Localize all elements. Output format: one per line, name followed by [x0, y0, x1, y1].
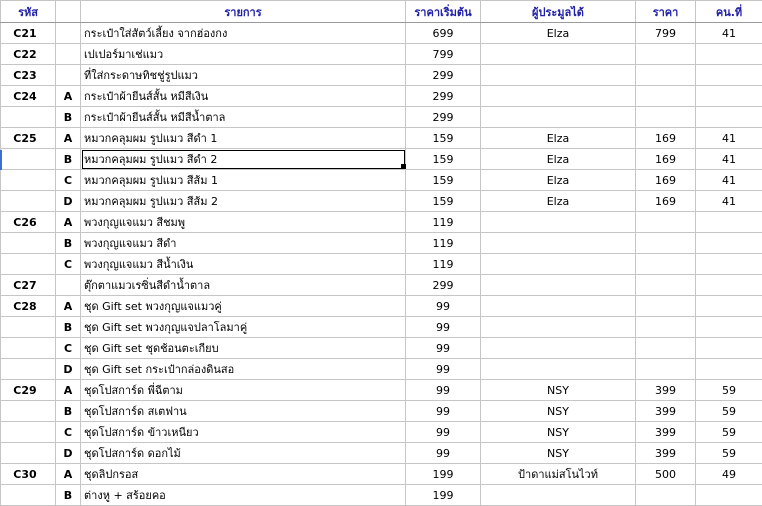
table-row — [1, 44, 762, 65]
header-start-price[interactable]: ราคาเริ่มต้น — [406, 1, 481, 23]
cell-start-price[interactable]: 99 — [406, 380, 481, 401]
cell-winner[interactable]: Elza — [481, 149, 636, 170]
cell-start-price[interactable]: 119 — [406, 254, 481, 275]
cell-item[interactable]: ตุ๊กตาแมวเรซิ่นสีดำน้ำตาล — [81, 275, 406, 296]
cell-code[interactable] — [1, 359, 56, 380]
table-row — [1, 128, 762, 149]
cell-code[interactable]: C22 — [1, 44, 56, 65]
cell-sub[interactable]: D — [56, 443, 81, 464]
cell-item[interactable]: หมวกคลุมผม รูปแมว สีดำ 1 — [81, 128, 406, 149]
cell-price[interactable] — [636, 296, 696, 317]
cell-sub[interactable] — [56, 65, 81, 86]
cell-sub[interactable]: A — [56, 212, 81, 233]
cell-start-price[interactable]: 99 — [406, 317, 481, 338]
cell-winner[interactable] — [481, 86, 636, 107]
cell-code[interactable] — [1, 191, 56, 212]
cell-member[interactable]: 49 — [696, 464, 762, 485]
cell-winner[interactable]: NSY — [481, 422, 636, 443]
header-row — [1, 1, 762, 23]
cell-price[interactable]: 169 — [636, 149, 696, 170]
cell-start-price[interactable]: 159 — [406, 128, 481, 149]
cell-sub[interactable]: B — [56, 317, 81, 338]
cell-sub[interactable]: A — [56, 296, 81, 317]
cell-member[interactable] — [696, 212, 762, 233]
cell-start-price[interactable]: 99 — [406, 422, 481, 443]
cell-member[interactable] — [696, 107, 762, 128]
cell-start-price[interactable]: 699 — [406, 23, 481, 44]
cell-sub[interactable] — [56, 275, 81, 296]
cell-start-price[interactable]: 119 — [406, 212, 481, 233]
cell-winner[interactable] — [481, 485, 636, 506]
table-row — [1, 401, 762, 422]
cell-item[interactable]: ต่างหู + สร้อยคอ — [81, 485, 406, 506]
cell-sub[interactable]: A — [56, 128, 81, 149]
header-item[interactable]: รายการ — [81, 1, 406, 23]
table-row — [1, 191, 762, 212]
table-row — [1, 275, 762, 296]
cell-item[interactable]: ชุดลิปกรอส — [81, 464, 406, 485]
cell-code[interactable] — [1, 485, 56, 506]
cell-price[interactable] — [636, 254, 696, 275]
cell-winner[interactable]: NSY — [481, 401, 636, 422]
cell-sub[interactable]: B — [56, 149, 81, 170]
cell-code[interactable] — [1, 233, 56, 254]
header-price[interactable]: ราคา — [636, 1, 696, 23]
cell-price[interactable]: 399 — [636, 443, 696, 464]
cell-code[interactable]: C27 — [1, 275, 56, 296]
cell-start-price[interactable]: 199 — [406, 464, 481, 485]
cell-winner[interactable] — [481, 359, 636, 380]
cell-start-price[interactable]: 159 — [406, 149, 481, 170]
cell-item[interactable]: พวงกุญแจแมว สีดำ — [81, 233, 406, 254]
cell-price[interactable] — [636, 107, 696, 128]
table-row — [1, 107, 762, 128]
cell-code[interactable]: C26 — [1, 212, 56, 233]
cell-price[interactable]: 399 — [636, 401, 696, 422]
cell-code[interactable] — [1, 338, 56, 359]
cell-member[interactable] — [696, 485, 762, 506]
cell-member[interactable]: 41 — [696, 170, 762, 191]
cell-start-price[interactable]: 159 — [406, 170, 481, 191]
header-winner[interactable]: ผู้ประมูลได้ — [481, 1, 636, 23]
cell-member[interactable] — [696, 44, 762, 65]
cell-item[interactable]: พวงกุญแจแมว สีน้ำเงิน — [81, 254, 406, 275]
cell-start-price[interactable]: 159 — [406, 191, 481, 212]
cell-price[interactable] — [636, 485, 696, 506]
row-indicator — [0, 150, 2, 170]
cell-winner[interactable] — [481, 275, 636, 296]
cell-item[interactable]: ที่ใส่กระดาษทิชชู่รูปแมว — [81, 65, 406, 86]
cell-price[interactable]: 169 — [636, 170, 696, 191]
cell-code[interactable] — [1, 254, 56, 275]
table-row — [1, 296, 762, 317]
cell-sub[interactable]: A — [56, 86, 81, 107]
cell-start-price[interactable]: 99 — [406, 443, 481, 464]
cell-member[interactable] — [696, 296, 762, 317]
table-row — [1, 233, 762, 254]
cell-sub[interactable]: C — [56, 170, 81, 191]
cell-code[interactable]: C30 — [1, 464, 56, 485]
table-row — [1, 380, 762, 401]
table-row — [1, 485, 762, 506]
cell-winner[interactable]: Elza — [481, 191, 636, 212]
cell-member[interactable] — [696, 317, 762, 338]
cell-member[interactable]: 41 — [696, 149, 762, 170]
table-row — [1, 338, 762, 359]
cell-sub[interactable]: A — [56, 380, 81, 401]
table-row — [1, 254, 762, 275]
cell-code[interactable] — [1, 401, 56, 422]
cell-member[interactable] — [696, 65, 762, 86]
cell-start-price[interactable]: 299 — [406, 107, 481, 128]
cell-sub[interactable]: D — [56, 359, 81, 380]
cell-winner[interactable] — [481, 212, 636, 233]
cell-code[interactable]: C29 — [1, 380, 56, 401]
cell-item[interactable]: ชุดโปสการ์ด พี่ฉีตาม — [81, 380, 406, 401]
cell-sub[interactable]: A — [56, 464, 81, 485]
cell-item[interactable]: หมวกคลุมผม รูปแมว สีส้ม 2 — [81, 191, 406, 212]
cell-winner[interactable]: NSY — [481, 443, 636, 464]
cell-price[interactable]: 799 — [636, 23, 696, 44]
cell-winner[interactable] — [481, 65, 636, 86]
cell-item[interactable]: ชุดโปสการ์ด สเตฟาน — [81, 401, 406, 422]
cell-sub[interactable]: B — [56, 107, 81, 128]
cell-price[interactable] — [636, 86, 696, 107]
table-row — [1, 212, 762, 233]
cell-code[interactable] — [1, 107, 56, 128]
cell-code[interactable] — [1, 317, 56, 338]
cell-member[interactable] — [696, 275, 762, 296]
cell-start-price[interactable]: 99 — [406, 401, 481, 422]
cell-start-price[interactable]: 99 — [406, 296, 481, 317]
cell-winner[interactable] — [481, 338, 636, 359]
cell-code[interactable] — [1, 422, 56, 443]
cell-winner[interactable] — [481, 107, 636, 128]
table-row — [1, 317, 762, 338]
cell-member[interactable] — [696, 86, 762, 107]
cell-code[interactable] — [1, 149, 56, 170]
cell-sub[interactable]: B — [56, 233, 81, 254]
table-row — [1, 464, 762, 485]
cell-winner[interactable]: Elza — [481, 128, 636, 149]
cell-winner[interactable] — [481, 233, 636, 254]
cell-sub[interactable]: B — [56, 401, 81, 422]
cell-member[interactable]: 59 — [696, 443, 762, 464]
table-row — [1, 422, 762, 443]
cell-item[interactable]: กระเป๋าใส่สัตว์เลี้ยง จากฮ่องกง — [81, 23, 406, 44]
cell-winner[interactable] — [481, 254, 636, 275]
cell-member[interactable]: 59 — [696, 380, 762, 401]
cell-member[interactable] — [696, 233, 762, 254]
cell-price[interactable] — [636, 359, 696, 380]
cell-member[interactable]: 41 — [696, 23, 762, 44]
cell-code[interactable] — [1, 443, 56, 464]
cell-start-price[interactable]: 799 — [406, 44, 481, 65]
cell-sub[interactable]: D — [56, 191, 81, 212]
header-code[interactable]: รหัส — [1, 1, 56, 23]
cell-code[interactable]: C25 — [1, 128, 56, 149]
cell-member[interactable]: 59 — [696, 422, 762, 443]
cell-winner[interactable]: Elza — [481, 23, 636, 44]
cell-winner[interactable] — [481, 44, 636, 65]
cell-item[interactable]: ชุดโปสการ์ด ดอกไม้ — [81, 443, 406, 464]
cell-member[interactable] — [696, 254, 762, 275]
cell-sub[interactable] — [56, 44, 81, 65]
table-row — [1, 65, 762, 86]
cell-member[interactable]: 41 — [696, 191, 762, 212]
cell-item[interactable]: กระเป๋าผ้ายีนส์สั้น หมีสีเงิน — [81, 86, 406, 107]
cell-sub[interactable]: C — [56, 254, 81, 275]
cell-item[interactable]: ชุด Gift set ชุดช้อนตะเกียบ — [81, 338, 406, 359]
cell-winner[interactable] — [481, 296, 636, 317]
header-member[interactable]: คน.ที่ — [696, 1, 762, 23]
cell-price[interactable]: 169 — [636, 191, 696, 212]
cell-item[interactable]: ชุด Gift set กระเป๋ากล่องดินสอ — [81, 359, 406, 380]
cell-price[interactable]: 399 — [636, 422, 696, 443]
cell-start-price[interactable]: 299 — [406, 275, 481, 296]
cell-item[interactable]: ชุดโปสการ์ด ข้าวเหนียว — [81, 422, 406, 443]
cell-item[interactable]: กระเป๋าผ้ายีนส์สั้น หมีสีน้ำตาล — [81, 107, 406, 128]
cell-price[interactable]: 500 — [636, 464, 696, 485]
cell-start-price[interactable]: 299 — [406, 86, 481, 107]
cell-price[interactable]: 399 — [636, 380, 696, 401]
cell-member[interactable] — [696, 338, 762, 359]
cell-item[interactable]: พวงกุญแจแมว สีชมพู — [81, 212, 406, 233]
cell-price[interactable] — [636, 338, 696, 359]
table-row — [1, 149, 762, 170]
cell-item[interactable]: ชุด Gift set พวงกุญแจแมวคู่ — [81, 296, 406, 317]
cell-price[interactable] — [636, 65, 696, 86]
cell-winner[interactable]: NSY — [481, 380, 636, 401]
cell-sub[interactable] — [56, 23, 81, 44]
cell-code[interactable]: C23 — [1, 65, 56, 86]
cell-start-price[interactable]: 199 — [406, 485, 481, 506]
cell-price[interactable] — [636, 317, 696, 338]
cell-code[interactable]: C28 — [1, 296, 56, 317]
cell-winner[interactable] — [481, 317, 636, 338]
cell-item[interactable]: ชุด Gift set พวงกุญแจปลาโลมาคู่ — [81, 317, 406, 338]
cell-start-price[interactable]: 99 — [406, 338, 481, 359]
header-sub[interactable] — [56, 1, 81, 23]
table-row — [1, 443, 762, 464]
cell-sub[interactable]: C — [56, 422, 81, 443]
cell-sub[interactable]: C — [56, 338, 81, 359]
cell-price[interactable] — [636, 233, 696, 254]
cell-start-price[interactable]: 99 — [406, 359, 481, 380]
cell-code[interactable]: C21 — [1, 23, 56, 44]
cell-code[interactable]: C24 — [1, 86, 56, 107]
cell-sub[interactable]: B — [56, 485, 81, 506]
cell-item[interactable]: หมวกคลุมผม รูปแมว สีส้ม 1 — [81, 170, 406, 191]
cell-winner[interactable]: Elza — [481, 170, 636, 191]
table-row — [1, 23, 762, 44]
cell-price[interactable] — [636, 275, 696, 296]
table-row — [1, 170, 762, 191]
cell-price[interactable] — [636, 212, 696, 233]
cell-item[interactable]: เปเปอร์มาเช่แมว — [81, 44, 406, 65]
cell-code[interactable] — [1, 170, 56, 191]
cell-start-price[interactable]: 299 — [406, 65, 481, 86]
cell-item[interactable]: หมวกคลุมผม รูปแมว สีดำ 2 — [81, 149, 406, 170]
table-row — [1, 86, 762, 107]
cell-member[interactable]: 41 — [696, 128, 762, 149]
table-row — [1, 359, 762, 380]
selection-fill-handle[interactable] — [401, 164, 406, 169]
cell-member[interactable]: 59 — [696, 401, 762, 422]
cell-start-price[interactable]: 119 — [406, 233, 481, 254]
cell-price[interactable] — [636, 44, 696, 65]
cell-price[interactable]: 169 — [636, 128, 696, 149]
cell-winner[interactable]: ป้าดาแม่สโนไวท์ — [481, 464, 636, 485]
cell-member[interactable] — [696, 359, 762, 380]
